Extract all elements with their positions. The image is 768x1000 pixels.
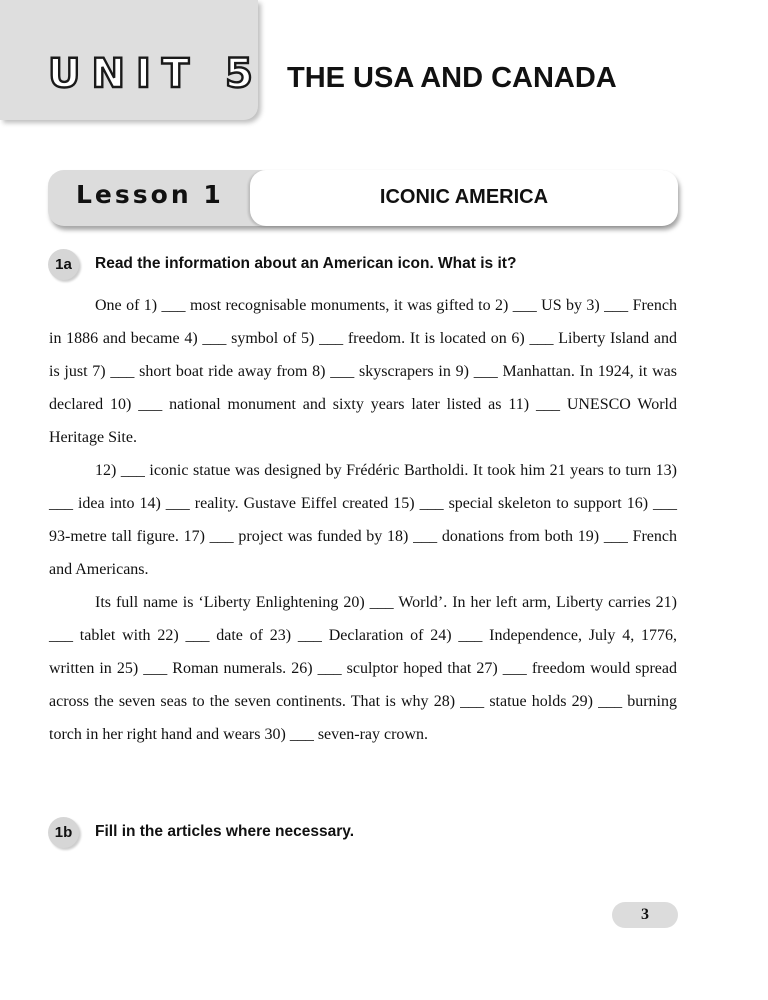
task-1a-badge: 1a bbox=[48, 249, 79, 280]
unit-title: THE USA AND CANADA bbox=[287, 62, 617, 94]
lesson-title: ICONIC AMERICA bbox=[379, 186, 549, 208]
task-1a-instruction: Read the information about an American icon. What is it? bbox=[95, 255, 517, 272]
unit-label: UNIT 5 bbox=[48, 51, 264, 97]
task-1b-header bbox=[48, 817, 354, 847]
lesson-title-box bbox=[250, 170, 678, 226]
page-number: 3 bbox=[612, 902, 678, 928]
lesson-label: Lesson 1 bbox=[76, 180, 224, 209]
task-1b-badge: 1b bbox=[48, 817, 79, 848]
task-1a-header bbox=[48, 249, 516, 279]
paragraph-1: One of 1) ___ most recognisable monuments, it was gifted to 2) ___ US by 3) ___ French in 1886 and became 4) ___ symbol of 5) ___ freedom. It is located on 6) ___ Liberty Island and is just 7) ___ short boat ride away from 8) ___ skyscrapers in 9) ___ Manhattan. In 1924, it was declared 10) ___ national monument and sixty years later listed as 11) ___ UNESCO World Heritage Site. bbox=[49, 297, 677, 446]
lesson-banner bbox=[48, 170, 678, 226]
paragraph-2: 12) ___ iconic statue was designed by Frédéric Bartholdi. It took him 21 years to turn 13) ___ idea into 14) ___ reality. Gustave Eiffel created 15) ___ special skeleton to support 16) ___ 93-metre tall figure. 17) ___ project was funded by 18) ___ donations from both 19) ___ French and Americans. bbox=[49, 462, 677, 578]
reading-text bbox=[49, 289, 677, 751]
task-1b-instruction: Fill in the articles where necessary. bbox=[95, 823, 355, 840]
paragraph-3: Its full name is ‘Liberty Enlightening 20) ___ World’. In her left arm, Liberty carries 21) ___ tablet with 22) ___ date of 23) ___ Declaration of 24) ___ Independence, July 4, 1776, written in 25) ___ Roman numerals. 26) ___ sculptor hoped that 27) ___ freedom would spread across the seven seas to the seven continents. That is why 28) ___ statue holds 29) ___ burning torch in her right hand and wears 30) ___ seven-ray crown. bbox=[49, 594, 677, 743]
